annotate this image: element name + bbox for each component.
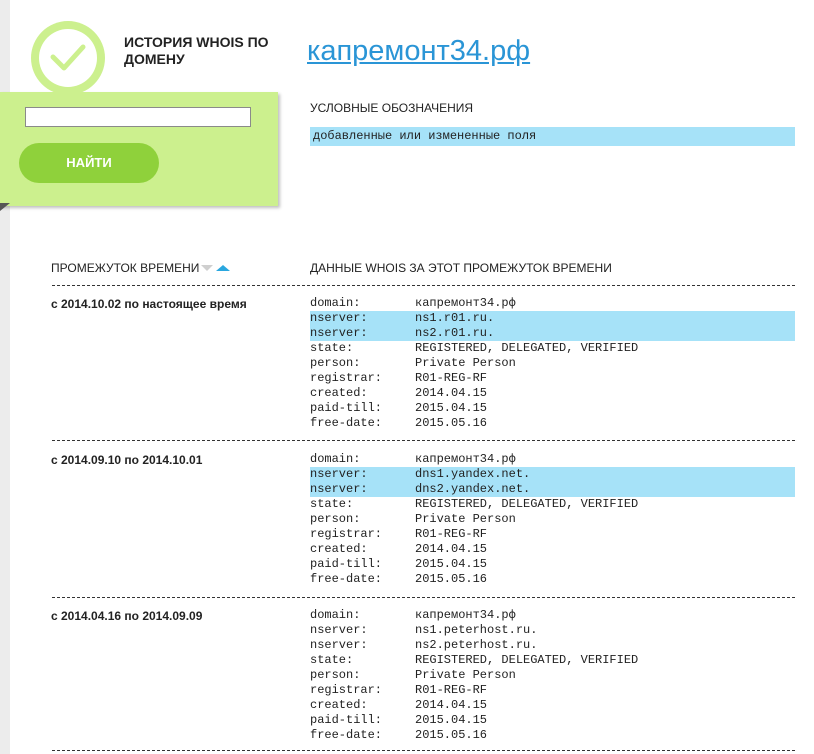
whois-field-value: R01-REG-RF xyxy=(415,683,488,697)
whois-field-key: free-date: xyxy=(310,728,383,742)
divider xyxy=(52,440,795,441)
whois-field-value: 2015.05.16 xyxy=(415,572,488,586)
whois-field-value: 2015.04.15 xyxy=(415,713,488,727)
whois-row xyxy=(310,572,795,587)
whois-field-key: state: xyxy=(310,497,354,511)
whois-field-key: paid-till: xyxy=(310,713,383,727)
column-header-whois: ДАННЫЕ WHOIS ЗА ЭТОТ ПРОМЕЖУТОК ВРЕМЕНИ xyxy=(310,261,612,275)
whois-record xyxy=(310,608,795,743)
whois-row xyxy=(310,482,795,497)
whois-row xyxy=(310,467,795,482)
whois-field-key: created: xyxy=(310,386,368,400)
column-header-period[interactable]: ПРОМЕЖУТОК ВРЕМЕНИ xyxy=(51,261,200,275)
whois-row xyxy=(310,683,795,698)
whois-row xyxy=(310,608,795,623)
sort-desc-icon[interactable] xyxy=(201,265,213,271)
whois-row xyxy=(310,527,795,542)
whois-field-key: nserver: xyxy=(310,467,368,481)
whois-field-value: Private Person xyxy=(415,356,516,370)
sort-asc-icon[interactable] xyxy=(216,265,230,271)
whois-field-value: Private Person xyxy=(415,512,516,526)
whois-row xyxy=(310,296,795,311)
whois-row xyxy=(310,452,795,467)
whois-field-value: 2015.05.16 xyxy=(415,416,488,430)
sort-toggle[interactable] xyxy=(201,264,231,272)
whois-field-key: person: xyxy=(310,668,361,682)
whois-field-key: free-date: xyxy=(310,416,383,430)
whois-field-key: domain: xyxy=(310,608,361,622)
whois-field-value: 2014.04.15 xyxy=(415,542,488,556)
whois-field-value: капремонт34.рф xyxy=(415,452,516,466)
whois-row xyxy=(310,542,795,557)
whois-field-value: ns1.r01.ru. xyxy=(415,311,495,325)
divider xyxy=(52,750,795,751)
whois-field-key: nserver: xyxy=(310,311,368,325)
whois-row xyxy=(310,638,795,653)
whois-row xyxy=(310,371,795,386)
panel-corner xyxy=(0,203,10,211)
divider xyxy=(52,285,795,286)
legend-title: УСЛОВНЫЕ ОБОЗНАЧЕНИЯ xyxy=(310,101,474,115)
whois-field-key: nserver: xyxy=(310,326,368,340)
search-input[interactable] xyxy=(25,107,251,127)
whois-field-key: domain: xyxy=(310,452,361,466)
period-label: с 2014.04.16 по 2014.09.09 xyxy=(51,609,203,623)
whois-row xyxy=(310,713,795,728)
whois-row xyxy=(310,557,795,572)
whois-field-value: 2014.04.15 xyxy=(415,698,488,712)
whois-field-value: 2015.04.15 xyxy=(415,401,488,415)
whois-field-value: ns2.peterhost.ru. xyxy=(415,638,538,652)
whois-row xyxy=(310,512,795,527)
whois-row xyxy=(310,668,795,683)
whois-row xyxy=(310,728,795,743)
whois-field-key: created: xyxy=(310,698,368,712)
whois-row xyxy=(310,416,795,431)
legend-changed-fields: добавленные или измененные поля xyxy=(310,127,795,146)
whois-field-key: nserver: xyxy=(310,623,368,637)
whois-field-key: created: xyxy=(310,542,368,556)
whois-field-key: paid-till: xyxy=(310,557,383,571)
whois-field-value: капремонт34.рф xyxy=(415,608,516,622)
whois-field-value: 2014.04.15 xyxy=(415,386,488,400)
period-label: с 2014.09.10 по 2014.10.01 xyxy=(51,453,203,467)
whois-field-value: 2015.04.15 xyxy=(415,557,488,571)
whois-field-value: dns2.yandex.net. xyxy=(415,482,531,496)
check-icon xyxy=(45,35,91,81)
domain-title-link[interactable]: капремонт34.рф xyxy=(307,35,531,67)
period-label: с 2014.10.02 по настоящее время xyxy=(51,297,247,311)
whois-field-value: dns1.yandex.net. xyxy=(415,467,531,481)
whois-field-key: person: xyxy=(310,512,361,526)
whois-field-key: nserver: xyxy=(310,638,368,652)
whois-field-key: state: xyxy=(310,653,354,667)
whois-field-key: registrar: xyxy=(310,371,383,385)
whois-field-value: REGISTERED, DELEGATED, VERIFIED xyxy=(415,653,639,667)
search-button[interactable]: НАЙТИ xyxy=(19,143,159,183)
whois-field-key: person: xyxy=(310,356,361,370)
whois-field-value: капремонт34.рф xyxy=(415,296,516,310)
whois-field-key: registrar: xyxy=(310,527,383,541)
whois-row xyxy=(310,341,795,356)
whois-field-key: state: xyxy=(310,341,354,355)
whois-field-value: Private Person xyxy=(415,668,516,682)
whois-field-key: paid-till: xyxy=(310,401,383,415)
whois-field-value: REGISTERED, DELEGATED, VERIFIED xyxy=(415,497,639,511)
whois-field-value: R01-REG-RF xyxy=(415,371,488,385)
whois-row xyxy=(310,653,795,668)
whois-row xyxy=(310,311,795,326)
whois-record xyxy=(310,296,795,431)
whois-row xyxy=(310,497,795,512)
whois-field-value: REGISTERED, DELEGATED, VERIFIED xyxy=(415,341,639,355)
whois-row xyxy=(310,623,795,638)
whois-field-key: free-date: xyxy=(310,572,383,586)
logo[interactable] xyxy=(31,21,105,95)
whois-row xyxy=(310,326,795,341)
whois-record xyxy=(310,452,795,587)
site-title: ИСТОРИЯ WHOIS ПО ДОМЕНУ xyxy=(124,34,269,67)
whois-field-key: domain: xyxy=(310,296,361,310)
whois-row xyxy=(310,356,795,371)
divider xyxy=(52,597,795,598)
whois-row xyxy=(310,401,795,416)
whois-row xyxy=(310,698,795,713)
whois-field-key: registrar: xyxy=(310,683,383,697)
whois-field-value: R01-REG-RF xyxy=(415,527,488,541)
whois-field-value: ns2.r01.ru. xyxy=(415,326,495,340)
whois-field-value: ns1.peterhost.ru. xyxy=(415,623,538,637)
whois-field-key: nserver: xyxy=(310,482,368,496)
whois-row xyxy=(310,386,795,401)
whois-field-value: 2015.05.16 xyxy=(415,728,488,742)
